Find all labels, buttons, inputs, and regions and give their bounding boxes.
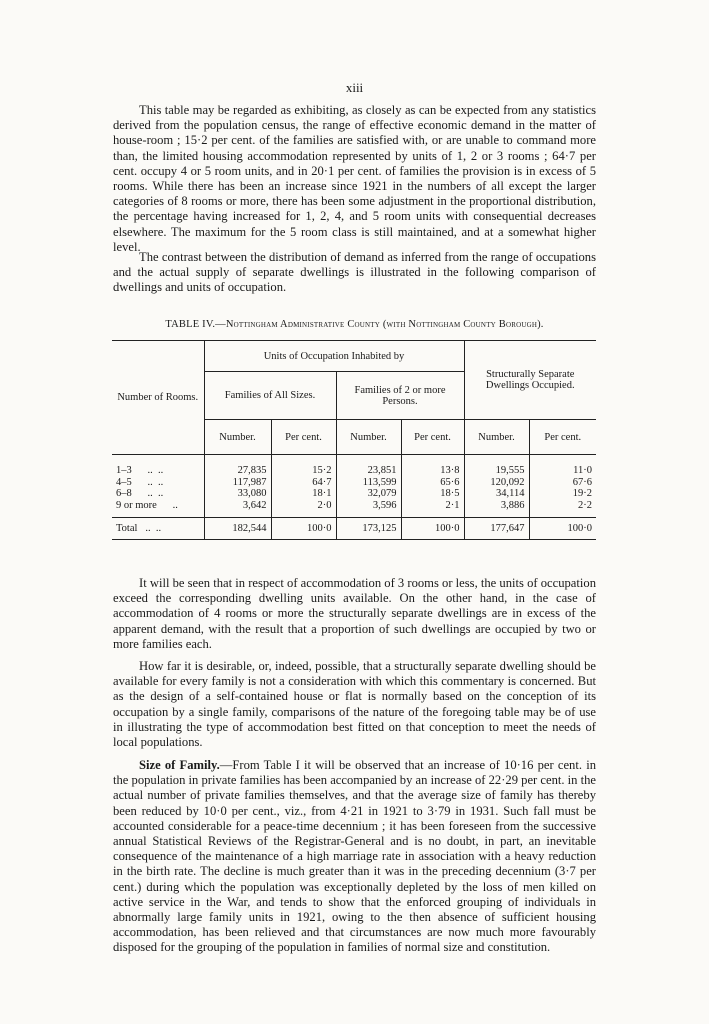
- cell: 13·8: [401, 455, 464, 477]
- cell: 2·1: [401, 500, 464, 518]
- cell: 18·1: [271, 488, 336, 500]
- number-col-header: Number.: [336, 420, 401, 455]
- cell: 117,987: [204, 477, 271, 489]
- percent-col-header: Per cent.: [529, 420, 596, 455]
- row-label: 9 or more ..: [116, 499, 178, 511]
- rooms-header: Number of Rooms.: [112, 341, 204, 455]
- paragraph-size-of-family: [113, 758, 596, 956]
- paragraph-text: The contrast between the distribution of demand as inferred from the range of occupations and the actual supply of separate dwellings is illustrated in the following comparison of dwellings and units of occupation.: [113, 250, 596, 295]
- table-row: [112, 477, 596, 489]
- row-label: 4–5 .. ..: [116, 476, 164, 488]
- two-or-more-header: Families of 2 or more Persons.: [336, 372, 464, 420]
- cell: 65·6: [401, 477, 464, 489]
- row-label: Total .. ..: [112, 518, 204, 540]
- paragraph-text: It will be seen that in respect of accommodation of 3 rooms or less, the units of occupation exceed the corresponding dwelling units available. On the other hand, in the case of accommodation of 4 rooms or more the structurally separate dwellings are in excess of the apparent demand, with the result that a proportion of such dwellings are occupied by two or more families each.: [113, 576, 596, 651]
- number-col-header: Number.: [204, 420, 271, 455]
- paragraph-contrast: [113, 250, 596, 296]
- cell: 3,642: [204, 500, 271, 518]
- cell: 27,835: [204, 455, 271, 477]
- paragraph-house-room: [113, 103, 596, 255]
- cell: 64·7: [271, 477, 336, 489]
- cell: 3,886: [464, 500, 529, 518]
- table-caption: [0, 319, 709, 330]
- cell: 173,125: [336, 518, 401, 540]
- cell: 67·6: [529, 477, 596, 489]
- cell: 120,092: [464, 477, 529, 489]
- paragraph-desirability: [113, 659, 596, 750]
- table-caption-prefix: TABLE IV.—: [165, 319, 226, 330]
- paragraph-accommodation: [113, 576, 596, 652]
- table-row: [112, 488, 596, 500]
- row-label: 1–3 .. ..: [116, 465, 164, 476]
- cell: 100·0: [271, 518, 336, 540]
- cell: 34,114: [464, 488, 529, 500]
- cell: 100·0: [529, 518, 596, 540]
- paragraph-text: —From Table I it will be observed that an increase of 10·16 per cent. in the population in private families has been accompanied by an increase of 22·29 per cent. in the actual number of private families themselves, and that the average size of family has thereby been reduced by 10·0 per cent., viz., from 4·21 in 1921 to 3·79 in 1931. Such fall must be accounted considerable for a peace-time decennium ; it has been foreseen from the successive annual Statistical Reviews of the Registrar-General and is no doubt, in part, an inevitable consequence of the maintenance of a high marriage rate in association with a heavy reduction in the birth rate. The decline is much greater than it was in the preceding decennium (3·7 per cent.) during which the population was exceptionally depleted by the loss of men killed on active service in the War, and tends to show that the enforced grouping of individuals in abnormally large family units in 1921, owing to the then absence of sufficient housing accommodation, has been relieved and that circumstances are now much more favourably disposed for the grouping of the population in families of normal size and constitution.: [113, 758, 596, 955]
- table-row: [112, 455, 596, 477]
- total-row: [112, 518, 596, 540]
- cell: 2·0: [271, 500, 336, 518]
- cell: 100·0: [401, 518, 464, 540]
- cell: 15·2: [271, 455, 336, 477]
- dwellings-header: Structurally Separate Dwellings Occupied.: [464, 341, 596, 420]
- paragraph-text: How far it is desirable, or, indeed, possible, that a structurally separate dwelling should be available for every family is not a consideration with which this commentary is concerned. But as the design of a self-contained house or flat is normally based on the conception of its occupation by a single family, comparisons of the nature of the foregoing table may be of use in illustrating the type of accommodation best fitted on that conception to meet the needs of local populations.: [113, 659, 596, 750]
- percent-col-header: Per cent.: [401, 420, 464, 455]
- cell: 19·2: [529, 488, 596, 500]
- cell: 2·2: [529, 500, 596, 518]
- cell: 23,851: [336, 455, 401, 477]
- page-number: xiii: [345, 80, 364, 95]
- occupation-table: [112, 340, 596, 540]
- cell: 182,544: [204, 518, 271, 540]
- table-caption-title: Nottingham Administrative County (with Nottingham County Borough).: [225, 319, 544, 330]
- all-sizes-header: Families of All Sizes.: [204, 372, 336, 420]
- cell: 113,599: [336, 477, 401, 489]
- cell: 32,079: [336, 488, 401, 500]
- cell: 11·0: [529, 455, 596, 477]
- percent-col-header: Per cent.: [271, 420, 336, 455]
- section-heading: Size of Family.: [139, 758, 220, 772]
- cell: 3,596: [336, 500, 401, 518]
- cell: 18·5: [401, 488, 464, 500]
- table-row: [112, 500, 596, 518]
- paragraph-text: This table may be regarded as exhibiting, as closely as can be expected from any statistics derived from the population census, the range of effective economic demand in the matter of house-room ; 15·2 per cent. of the families are satisfied with, or are unable to command more than, the limited housing accommodation represented by units of 1, 2 or 3 rooms ; 64·7 per cent. occupy 4 or 5 room units, and in 20·1 per cent. of families the provision is in excess of 5 rooms. While there has been an increase since 1921 in the numbers of all except the larger categories of 8 rooms or more, there has been some adjustment in the proportional distribution, the percentage having increased for 1, 2, 4, and 5 room units with consequential decreases elsewhere. The maximum for the 5 room class is still maintained, and at a somewhat higher level.: [113, 103, 596, 254]
- cell: 19,555: [464, 455, 529, 477]
- cell: 33,080: [204, 488, 271, 500]
- row-label: 6–8 .. ..: [116, 488, 164, 499]
- number-col-header: Number.: [464, 420, 529, 455]
- cell: 177,647: [464, 518, 529, 540]
- units-header: Units of Occupation Inhabited by: [204, 341, 464, 372]
